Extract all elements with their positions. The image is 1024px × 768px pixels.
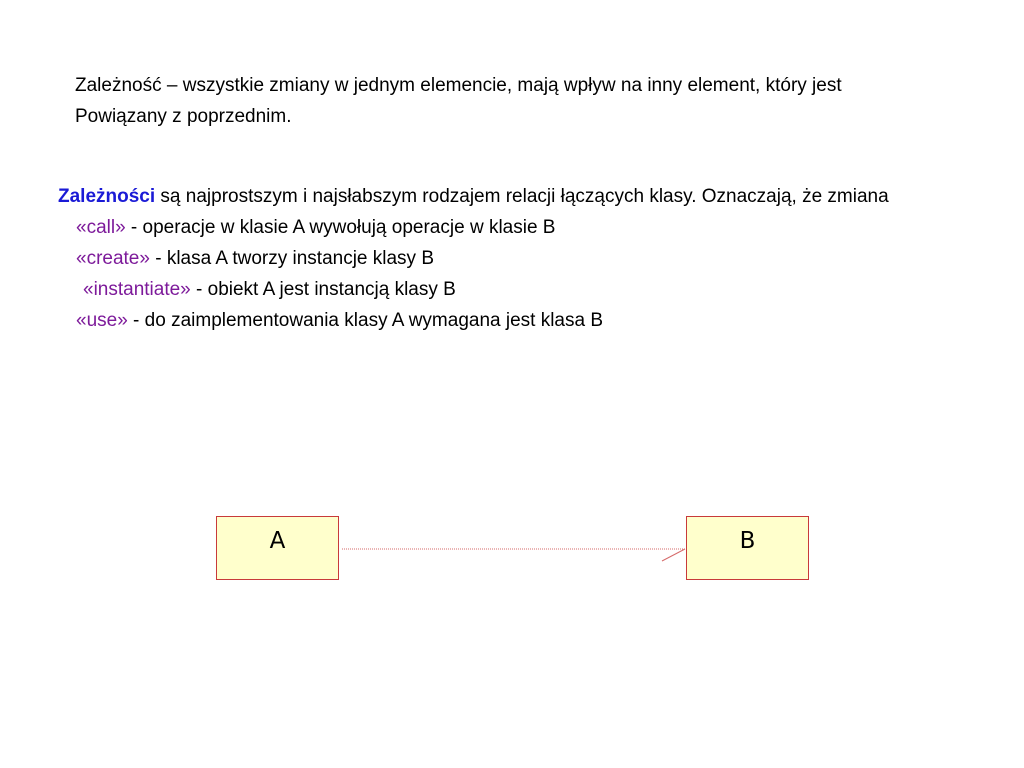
stereotype-use-description: - do zaimplementowania klasy A wymagana jest klasa B xyxy=(127,310,604,331)
stereotype-create-keyword: «create» xyxy=(76,248,150,269)
dependency-arrowhead xyxy=(662,549,685,561)
definition-line-1: Zależność – wszystkie zmiany w jednym elemencie, mają wpływ na inny element, który jest xyxy=(75,75,842,96)
stereotype-create-description: - klasa A tworzy instancje klasy B xyxy=(149,248,435,269)
stereotype-use-keyword: «use» xyxy=(76,310,128,331)
summary-term: Zależności xyxy=(58,186,156,207)
stereotype-create xyxy=(76,247,434,271)
summary-text: są najprostszym i najsłabszym rodzajem relacji łączących klasy. Oznaczają, że zmiana xyxy=(155,186,889,207)
stereotype-instantiate-description: - obiekt A jest instancją klasy B xyxy=(190,279,456,300)
stereotype-instantiate-keyword: «instantiate» xyxy=(83,279,191,300)
class-box-b: B xyxy=(686,516,809,580)
stereotype-call xyxy=(76,216,555,240)
definition-line-2: Powiązany z poprzednim. xyxy=(75,106,292,127)
stereotype-instantiate xyxy=(83,278,456,302)
stereotype-use xyxy=(76,309,603,333)
stereotype-call-keyword: «call» xyxy=(76,217,126,238)
class-box-a: A xyxy=(216,516,339,580)
summary-paragraph xyxy=(58,185,889,209)
stereotype-call-description: - operacje w klasie A wywołują operacje w klasie B xyxy=(125,217,556,238)
